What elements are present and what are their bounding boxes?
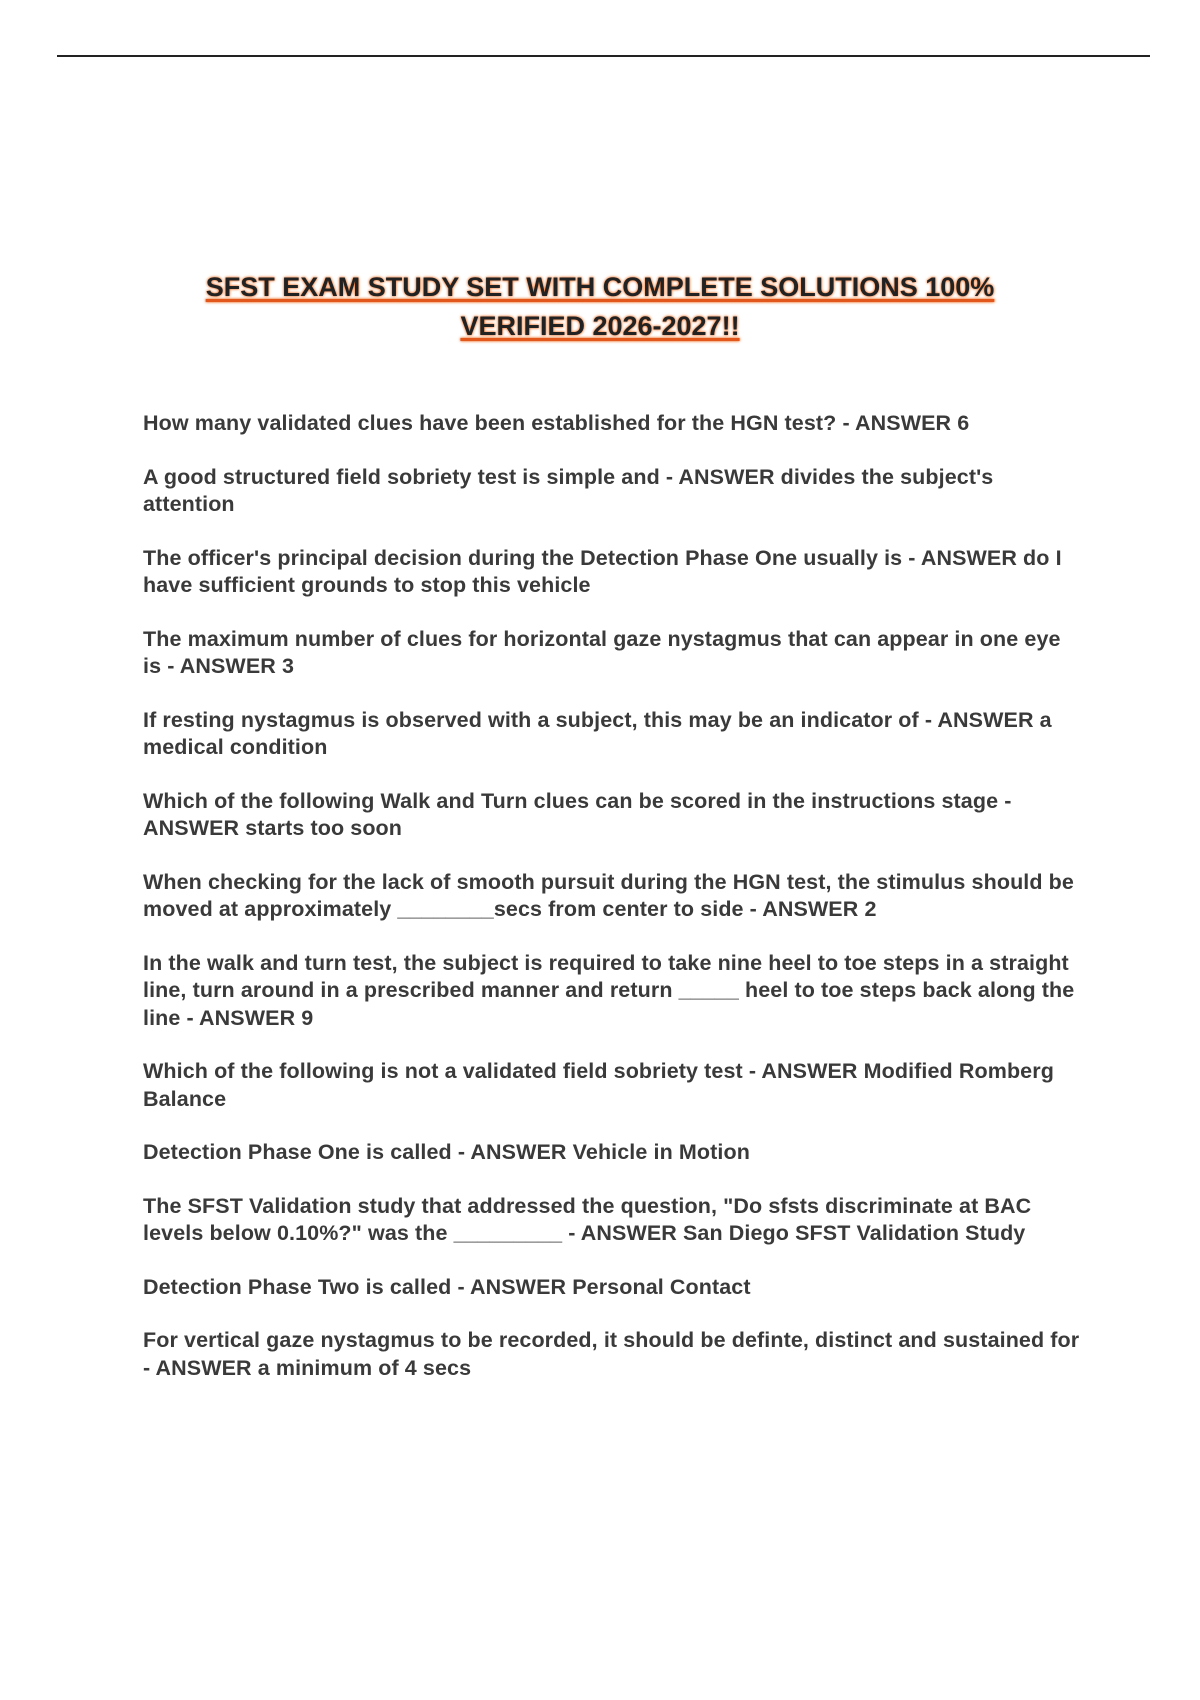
qa-item: The officer's principal decision during the Detection Phase One usually is - ANSWER do I have sufficient grounds to stop this vehicle <box>143 545 1062 597</box>
question-answer-list <box>143 410 1083 1408</box>
qa-item: In the walk and turn test, the subject is required to take nine heel to toe steps in a straight line, turn around in a prescribed manner and return _____ heel to toe steps back along the line - ANSWER 9 <box>143 950 1075 1030</box>
qa-item: A good structured field sobriety test is simple and - ANSWER divides the subject's attention <box>143 464 994 516</box>
qa-item: The SFST Validation study that addressed the question, "Do sfsts discriminate at BAC levels below 0.10%?" was the _________ - ANSWER San Diego SFST Validation Study <box>143 1193 1032 1245</box>
qa-item: If resting nystagmus is observed with a subject, this may be an indicator of - ANSWER a medical condition <box>143 707 1052 759</box>
qa-item: Which of the following is not a validated field sobriety test - ANSWER Modified Romberg Balance <box>143 1059 1054 1111</box>
header-rule <box>57 55 1150 57</box>
qa-item: Which of the following Walk and Turn clues can be scored in the instructions stage - ANSWER starts too soon <box>143 788 1012 840</box>
qa-item: When checking for the lack of smooth pursuit during the HGN test, the stimulus should be moved at approximately ________secs from center to side - ANSWER 2 <box>143 869 1074 921</box>
qa-item: The maximum number of clues for horizontal gaze nystagmus that can appear in one eye is - ANSWER 3 <box>143 626 1061 678</box>
qa-item: Detection Phase Two is called - ANSWER Personal Contact <box>143 1274 751 1299</box>
title-line-1: SFST EXAM STUDY SET WITH COMPLETE SOLUTIONS 100% <box>205 272 995 302</box>
qa-item: How many validated clues have been established for the HGN test? - ANSWER 6 <box>143 411 970 435</box>
title-line-2: VERIFIED 2026-2027!! <box>460 311 740 341</box>
qa-item: Detection Phase One is called - ANSWER Vehicle in Motion <box>143 1140 750 1164</box>
page-title <box>130 268 1070 346</box>
qa-item: For vertical gaze nystagmus to be recorded, it should be definte, distinct and sustained for - ANSWER a minimum of 4 secs <box>143 1328 1080 1380</box>
